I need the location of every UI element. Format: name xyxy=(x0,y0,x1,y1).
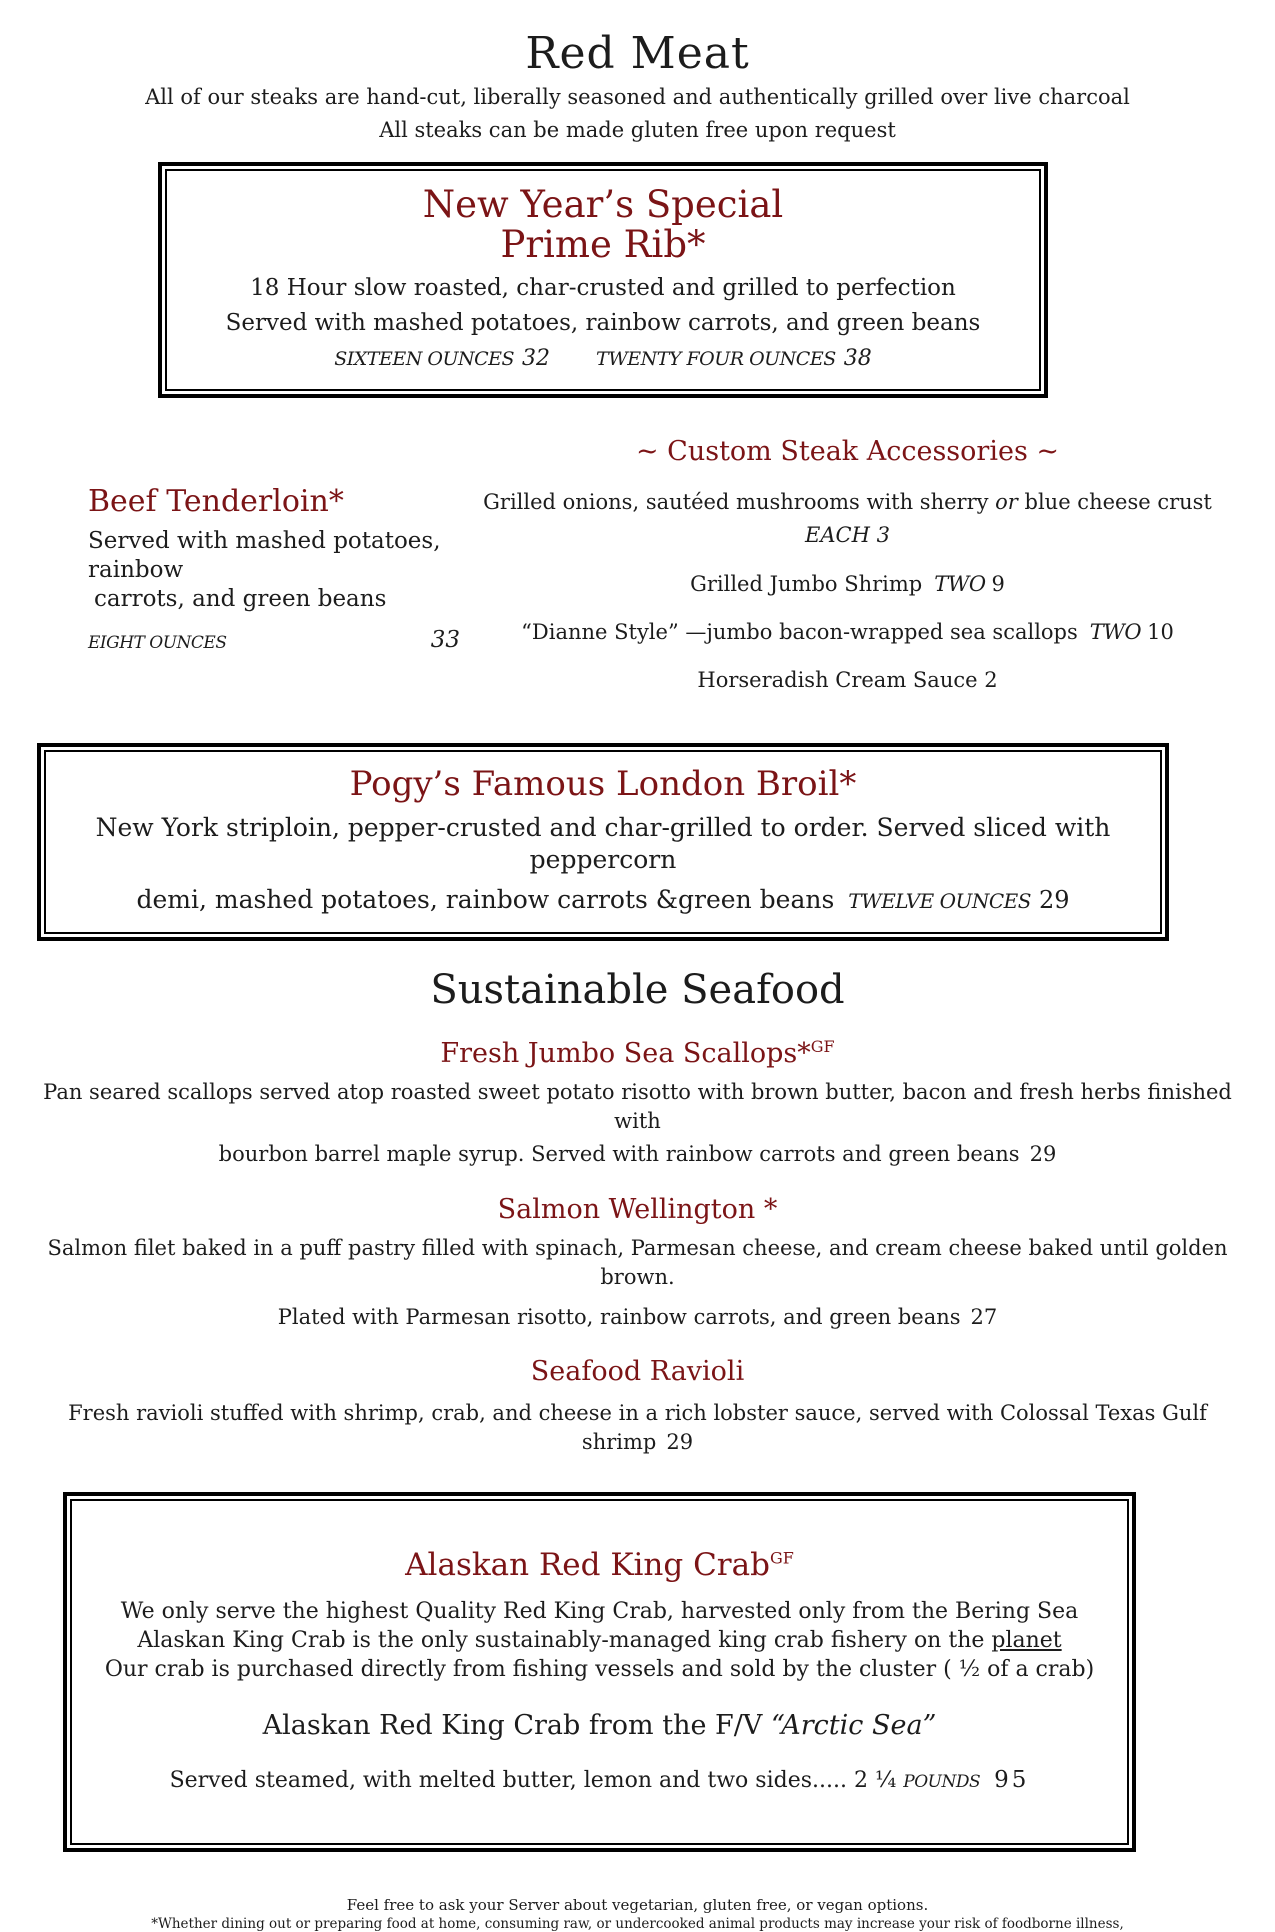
special-title-line2: Prime Rib* xyxy=(500,223,706,267)
accessory-item-horseradish xyxy=(480,667,1215,694)
special-title-line1: New Year’s Special xyxy=(422,182,784,226)
ravioli-desc xyxy=(0,1399,1275,1458)
section-title-sustainable-seafood: Sustainable Seafood xyxy=(430,966,845,1013)
accessory-item-dianne-scallops xyxy=(480,619,1215,646)
london-broil-box xyxy=(37,743,1169,941)
accessory-1-qty: EACH xyxy=(805,523,870,548)
king-crab-price: 95 xyxy=(994,1766,1030,1793)
red-meat-tagline-1: All of our steaks are hand-cut, liberally seasoned and authentically grilled over live charcoal xyxy=(145,85,1130,109)
special-size2-label: TWENTY FOUR OUNCES xyxy=(596,348,836,371)
scallops-name: Fresh Jumbo Sea Scallops* xyxy=(440,1037,811,1069)
new-years-special-box-inner xyxy=(165,169,1041,391)
beef-tenderloin-price: 33 xyxy=(430,627,460,654)
special-size1-label: SIXTEEN OUNCES xyxy=(334,348,515,371)
special-size1-price: 32 xyxy=(522,346,551,372)
salmon-desc-2-text: Plated with Parmesan risotto, rainbow carrots, and green beans xyxy=(277,1304,961,1329)
accessory-4-price: 2 xyxy=(984,668,998,693)
accessory-1-text-pre: Grilled onions, sautéed mushrooms with sherry xyxy=(483,490,996,515)
accessory-item-onions-mushrooms xyxy=(480,489,1215,516)
beef-tenderloin-desc-1: Served with mashed potatoes, rainbow xyxy=(88,528,441,583)
footer-line-2: *Whether dining out or preparing food at home, consuming raw, or undercooked animal products may increase your risk of foodborne illness, xyxy=(151,1915,1124,1932)
accessory-2-price: 9 xyxy=(991,571,1005,596)
special-sizes-row xyxy=(179,346,1027,371)
accessory-4-text: Horseradish Cream Sauce xyxy=(697,668,978,693)
salmon-price: 27 xyxy=(970,1304,998,1329)
king-crab-gf-badge: GF xyxy=(769,1548,794,1568)
london-broil-size-label: TWELVE OUNCES xyxy=(848,888,1031,913)
scallops-price: 29 xyxy=(1029,1142,1057,1167)
accessory-2-text: Grilled Jumbo Shrimp xyxy=(690,571,923,596)
special-size2-price: 38 xyxy=(843,346,872,372)
accessories-title: ~ Custom Steak Accessories ~ xyxy=(635,436,1060,468)
accessory-1-price-line xyxy=(480,522,1215,549)
served-weight-label: POUNDS xyxy=(903,1771,981,1792)
king-crab-served-line xyxy=(92,1767,1107,1793)
king-crab-line-2 xyxy=(92,1626,1107,1655)
king-crab-vessel-line xyxy=(92,1710,1107,1741)
red-meat-tagline-2: All steaks can be made gluten free upon request xyxy=(379,118,896,143)
beef-tenderloin-item xyxy=(60,484,480,694)
new-years-special-box xyxy=(158,162,1048,398)
beef-tenderloin-title: Beef Tenderloin* xyxy=(88,484,344,520)
dish-name-salmon-wellington: Salmon Wellington * xyxy=(497,1193,778,1225)
accessory-3-qty: TWO xyxy=(1089,620,1142,645)
ravioli-price: 29 xyxy=(666,1430,694,1455)
salmon-desc-1: Salmon filet baked in a puff pastry filled with spinach, Parmesan cheese, and cream cheese baked until golden brown. xyxy=(47,1235,1228,1290)
accessory-3-price: 10 xyxy=(1147,620,1174,645)
king-crab-line-3: Our crab is purchased directly from fishing vessels and sold by the cluster ( ½ of a crab) xyxy=(104,1656,1095,1682)
footer-line-1: Feel free to ask your Server about vegetarian, gluten free, or vegan options. xyxy=(346,1895,929,1914)
scallops-desc-2-text: bourbon barrel maple syrup. Served with rainbow carrots and green beans xyxy=(218,1142,1020,1167)
king-crab-title-text: Alaskan Red King Crab xyxy=(405,1546,770,1583)
london-broil-desc-1: New York striploin, pepper-crusted and char-grilled to order. Served sliced with peppercorn xyxy=(95,812,1111,874)
dish-name-seafood-ravioli: Seafood Ravioli xyxy=(530,1355,745,1387)
london-broil-desc-2-text: demi, mashed potatoes, rainbow carrots &green beans xyxy=(136,884,835,914)
king-crab-box xyxy=(63,1492,1136,1852)
london-broil-title: Pogy’s Famous London Broil* xyxy=(349,763,857,804)
accessory-item-shrimp xyxy=(480,571,1215,598)
vessel-name: “Arctic Sea” xyxy=(770,1709,937,1741)
london-broil-price: 29 xyxy=(1038,885,1070,914)
ravioli-desc-text: Fresh ravioli stuffed with shrimp, crab, and cheese in a rich lobster sauce, served with Colossal Texas Gulf shrimp xyxy=(68,1400,1207,1455)
accessory-3-text: “Dianne Style” —jumbo bacon-wrapped sea scallops xyxy=(521,620,1078,645)
beef-tenderloin-desc-2: carrots, and green beans xyxy=(94,585,387,612)
special-desc-1: 18 Hour slow roasted, char-crusted and grilled to perfection xyxy=(250,275,956,302)
scallops-desc-1: Pan seared scallops served atop roasted sweet potato risotto with brown butter, bacon and fresh herbs finished with xyxy=(43,1079,1232,1134)
beef-tenderloin-size-label: EIGHT OUNCES xyxy=(88,633,227,654)
accessory-1-text-post: blue cheese crust xyxy=(1017,490,1212,515)
menu-footer xyxy=(0,1896,1275,1932)
dish-name-scallops xyxy=(0,1037,1275,1069)
section-title-red-meat: Red Meat xyxy=(525,28,750,79)
king-crab-line-1: We only serve the highest Quality Red King Crab, harvested only from the Bering Sea xyxy=(120,1598,1079,1624)
steak-mid-section xyxy=(0,432,1275,694)
king-crab-planet-underlined: planet xyxy=(991,1627,1062,1653)
custom-steak-accessories xyxy=(480,432,1215,694)
king-crab-box-inner xyxy=(70,1499,1129,1845)
scallops-desc-2 xyxy=(0,1140,1275,1169)
accessory-2-qty: TWO xyxy=(934,571,986,596)
london-broil-box-inner xyxy=(44,750,1162,934)
beef-tenderloin-size-row xyxy=(88,627,460,653)
served-text: Served steamed, with melted butter, lemon and two sides..... 2 ¼ xyxy=(169,1767,904,1793)
accessory-1-price: 3 xyxy=(876,523,890,548)
accessory-1-or: or xyxy=(995,490,1018,515)
scallops-gf-badge: GF xyxy=(810,1036,835,1056)
salmon-desc-2 xyxy=(0,1303,1275,1332)
london-broil-desc-2 xyxy=(54,884,1152,916)
vessel-line-pre: Alaskan Red King Crab from the F/V xyxy=(262,1709,771,1741)
king-crab-title xyxy=(92,1547,1107,1583)
king-crab-line-2-pre: Alaskan King Crab is the only sustainably-managed king crab fishery on the xyxy=(137,1627,992,1653)
special-desc-2: Served with mashed potatoes, rainbow carrots, and green beans xyxy=(225,310,981,337)
